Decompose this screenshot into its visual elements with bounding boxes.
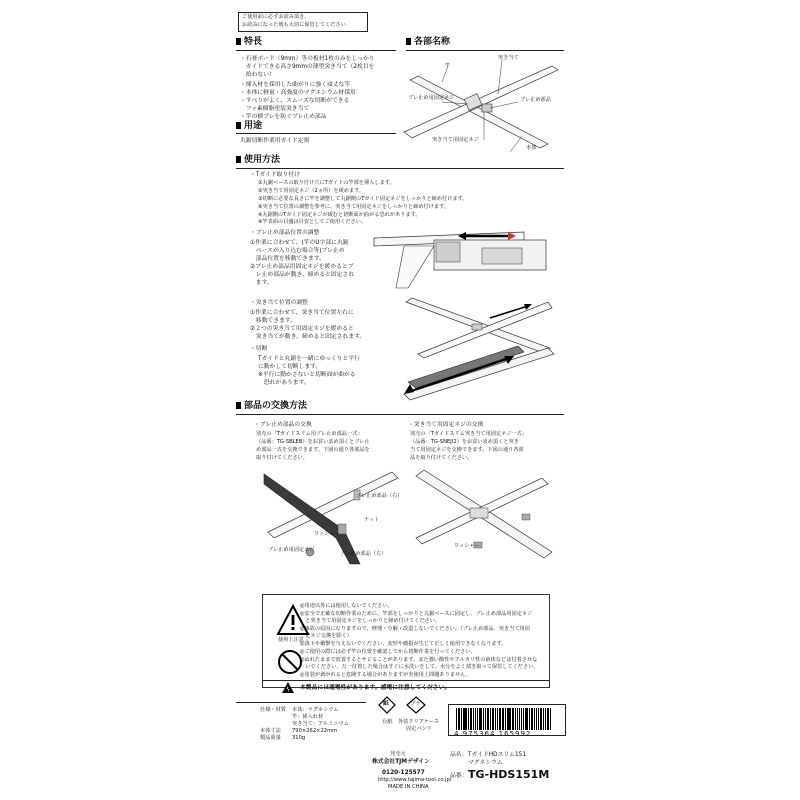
company-url: http://www.tajima-tool.co.jp/ [378,777,452,783]
feature-line: ・挿入材を採用した曲がりに強く頑丈な竿 [240,82,351,88]
part-label-stop: 突き当て [498,55,519,61]
warning-icon-caption: 使用上注意 [278,637,304,643]
paper-recycle-mark: 紙 [383,701,389,707]
notice-line-1: ご使用前に必ずお読み頂き、 [242,14,310,20]
company-name: 株式会社TJMデザイン [372,759,430,765]
tguide-note: ※丸鋸側のTガイド固定ネジが緩むと切断面が曲がる恐れがあります。 [258,212,421,218]
paper-recycle-label: 台紙 [382,719,393,725]
barcode-bar [540,708,542,730]
barcode-bar [470,708,472,730]
spec-value: 790×262×22mm [292,728,338,734]
barcode-bar [477,708,479,730]
cut-line: ※平行に動かさないと切断面が曲がる [258,372,356,378]
barcode-bar [456,708,457,730]
barcode-bar [525,708,528,730]
replace-left-title: ・ブレ止め部品の交換 [254,422,312,428]
label-wobble-left: ブレ止め部品（左） [340,551,387,557]
spec-value: 本体：マグネシウム [292,707,339,713]
barcode-bar [523,708,524,730]
barcode-bar [495,708,496,730]
warning-line: 定ネジ交換を除く） [300,633,352,639]
feature-line: ・すべりがよく、スムーズな切断ができる [240,98,350,104]
parts-heading: 各部名称 [406,38,450,47]
warning-line: ◎ご使用の際には必ず竿の位置を確認してから切断作業を行ってください。 [300,649,476,655]
barcode-bar [479,708,482,730]
barcode-bar [529,708,530,730]
warning-line: ◎塗装が剥がれると危険する場合がありますが実使用上問題ありません。 [300,672,471,678]
barcode-bar [515,708,516,730]
feature-line: 拾わない） [240,72,275,78]
spec-label: 本体寸法 [260,728,281,734]
part-label-body: 本体 [526,145,537,151]
product-name-label: 品名： [450,752,468,758]
features-heading: 特長 [236,38,262,47]
spec-label: 仕様・材質 [260,707,286,713]
cut-line: 恐れがあります。 [258,380,310,386]
barcode-bar [534,708,536,730]
replace-right-line: 当て用固定ネジを交換できます。下図の通り各部 [410,447,524,453]
barcode-bar [497,708,498,730]
divider [236,133,396,134]
product-name-2: マグネシウム [468,760,503,766]
barcode-bar [517,708,518,730]
cut-diagram [398,342,558,402]
label-nut: ナット [364,517,380,523]
plastic-recycle-label-2: 固定バンド [406,726,432,732]
barcode-bar [468,708,469,730]
label-washer: ワッシャー [314,531,340,537]
electric-warning-icon [282,682,294,694]
replace-right-line: 別売の「Tガイドスリム突き当て用固定ネジ一式」 [410,431,528,437]
spec-value: 竿：挿入れ材 [292,714,324,720]
uses-text: 丸鋸切断作業用ガイド定規 [240,138,310,144]
feature-line: フッ素樹脂塗装突き当て [240,106,310,112]
spec-label: 製品重量 [260,735,281,741]
barcode-bar [492,708,495,730]
warning-line: と突き当て用固定ネジをしっかりと締め付けてください。 [300,618,441,624]
part-label-wobble-screw: ブレ止め用固定ネジ [408,95,455,101]
feature-line: ・竿の横ブレを防ぐブレ止め部品 [240,114,327,120]
uses-heading: 用途 [236,122,262,131]
tguide-note: ※竿表面の目盛は目安としてご使用ください。 [258,219,367,225]
barcode-number: 4 975364 165992 [454,730,532,738]
barcode-bar [499,708,501,730]
seller-label: 発売元 [390,751,406,757]
barcode-bar [521,708,522,730]
label-wobble-right: ブレ止め部品（右） [356,493,403,499]
barcode-bar [512,708,514,730]
instruction-sheet [232,8,568,792]
tguide-step: ①丸鋸ベースの取り付け穴にTガイドの竿部を挿入します。 [258,180,395,186]
divider [262,680,550,681]
barcode-bar [545,708,546,730]
label-wobble-screw: ブレ止め用固定ネジ [268,547,315,553]
barcode-bar [464,708,467,730]
phone-number: 0120-125577 [382,770,425,776]
wobble-line: ①作業に合わせて、(竿のU字部に丸鋸 [250,240,349,246]
stop-line: ②２つの突き当て用固定ネジを緩めると [250,326,354,332]
barcode-bar [463,708,464,730]
wobble-line: ベースが入り込む場合等)ブレ止め [250,248,345,254]
barcode-bar [490,708,491,730]
origin: MADE IN CHINA [388,784,429,790]
product-code-label: 品番： [450,773,468,779]
usage-heading: 使用方法 [236,156,280,165]
wobble-line: ます。 [250,280,273,286]
barcode-bar [473,708,474,730]
read-first-notice [238,12,368,32]
spec-value: 突き当て：アルミニウム [292,721,349,727]
barcode-bar [536,708,537,730]
barcode-bar [550,708,551,730]
electric-warning-text: 本製品には通電性があります。感電に注意してください。 [300,685,451,691]
warning-line: ◎用途以外には使用しないでください。 [300,603,393,609]
replace-left-line: め部品一式を交換できます。下図の通り各部品を [256,447,370,453]
warning-line: ◎落下や衝撃を与えないでください。変形や破損が生じて正しく使用できなくなります。 [300,641,507,647]
stop-line: 突き当てが動き、締めると固定されます。 [250,334,366,340]
cut-line: に動かして切断します。 [258,364,322,370]
stop-screw-replace-diagram [412,466,562,566]
replace-left-line: 別売の「Tガイドスリム用ブレ止め部品一式」 [256,431,363,437]
divider [236,168,564,169]
wobble-line: ②ブレ止め部品用固定ネジを緩めるとブ [250,264,354,270]
warning-line: ◎事故の原因になりますので、修理・分解・改造しないでください。（ブレ止め部品、突き当て用固 [300,626,530,632]
cut-line: Tガイドと丸鋸を一緒にゆっくりと平行 [258,356,360,362]
warning-line: いでください。万一付着した場合はすぐに水洗いをして、水分をよく拭き取って保管してください。 [300,664,539,670]
replace-left-line: （品番：TG-SBLEB）をお買い求め頂くとブレ止 [256,439,370,445]
divider [236,50,396,51]
barcode-bar [508,708,511,730]
feature-line: ・石膏ボード（9mm）等の板材1枚のみをしっかり [240,56,375,62]
barcode-bar [505,708,506,730]
replace-right-title: ・突き当て用固定ネジの交換 [408,422,484,428]
barcode-bar [458,708,460,730]
replace-left-line: 取り付けてください。 [256,455,308,461]
wobble-diagram [374,222,564,294]
barcode-bar [531,708,533,730]
warning-line: ◎ぬれたままで放置するとサビることがあります。また強い酸性やアルカリ性の液体などは付着させな [300,657,538,663]
product-name: TガイドHDスリム151 [468,752,527,758]
spec-value: 310g [292,735,306,741]
barcode-bar [483,708,484,730]
stop-line: 移動できます。 [250,318,296,324]
stop-title: ・突き当て位置の調整 [250,300,308,306]
barcode-bar [507,708,508,730]
divider [406,50,564,51]
tguide-step: ②突き当て用固定ネジ（2ヵ所）を緩めます。 [258,188,365,194]
product-code: TG-HDS151M [468,768,550,781]
barcode-bar [538,708,539,730]
replace-right-line: （品番：TG-SNEJI2）をお買い求め頂くと突き [410,439,519,445]
warning-line: ◎安全で正確な切断作業のために、竿部をしっかりと丸鋸ベースに固定し、ブレ止め部品用固定ネジ [300,611,533,617]
plastic-recycle-label: 外装クリアケース [398,719,440,725]
wobble-line: 部品位置を移動できます。 [250,256,325,262]
barcode-bar [502,708,504,730]
tguide-step: ③切断に必要な長さに竿を調整して丸鋸側のTガイド固定ネジをしっかりと締め付けます。 [258,196,468,202]
barcode-bar [485,708,486,730]
barcode-bar [461,708,462,730]
divider [236,702,366,703]
tguide-title: ・Tガイド取り付け [250,172,300,178]
barcode-bar [547,708,550,730]
part-label-wobble-part: ブレ止め部品 [520,97,551,103]
plastic-recycle-mark: プラ [410,701,421,707]
feature-line: ガイドできる高さ9mmの薄型突き当て（2枚目を [240,64,375,70]
barcode-bar [519,708,521,730]
feature-line: ・本体に軽量・高強度のマグネシウム材採用 [240,90,356,96]
wobble-line: レ止め部品が動き、締めると固定され [250,272,355,278]
barcode-bar [543,708,544,730]
replace-heading: 部品の交換方法 [236,402,307,411]
label-washer-right: ワッシャー [454,543,480,549]
divider [236,414,564,415]
part-label-pole: 竿 [445,63,451,69]
replace-right-line: 品を取り付けてください。 [410,455,473,461]
wobble-title: ・ブレ止め部品位置の調整 [250,230,320,236]
barcode [456,708,560,730]
stop-line: ①作業に合わせて、突き当て位置左右に [250,310,354,316]
barcode-bar [475,708,476,730]
tguide-step: ④突き当て位置の調整を参考に、突き当て用固定ネジをしっかりと締め付けます。 [258,204,449,210]
part-label-stop-screw: 突き当て用固定ネジ [432,137,479,143]
barcode-bar [487,708,489,730]
cut-title: ・切断 [250,346,268,352]
notice-line-2: お読みになった後も大切に保管してください [242,22,346,28]
